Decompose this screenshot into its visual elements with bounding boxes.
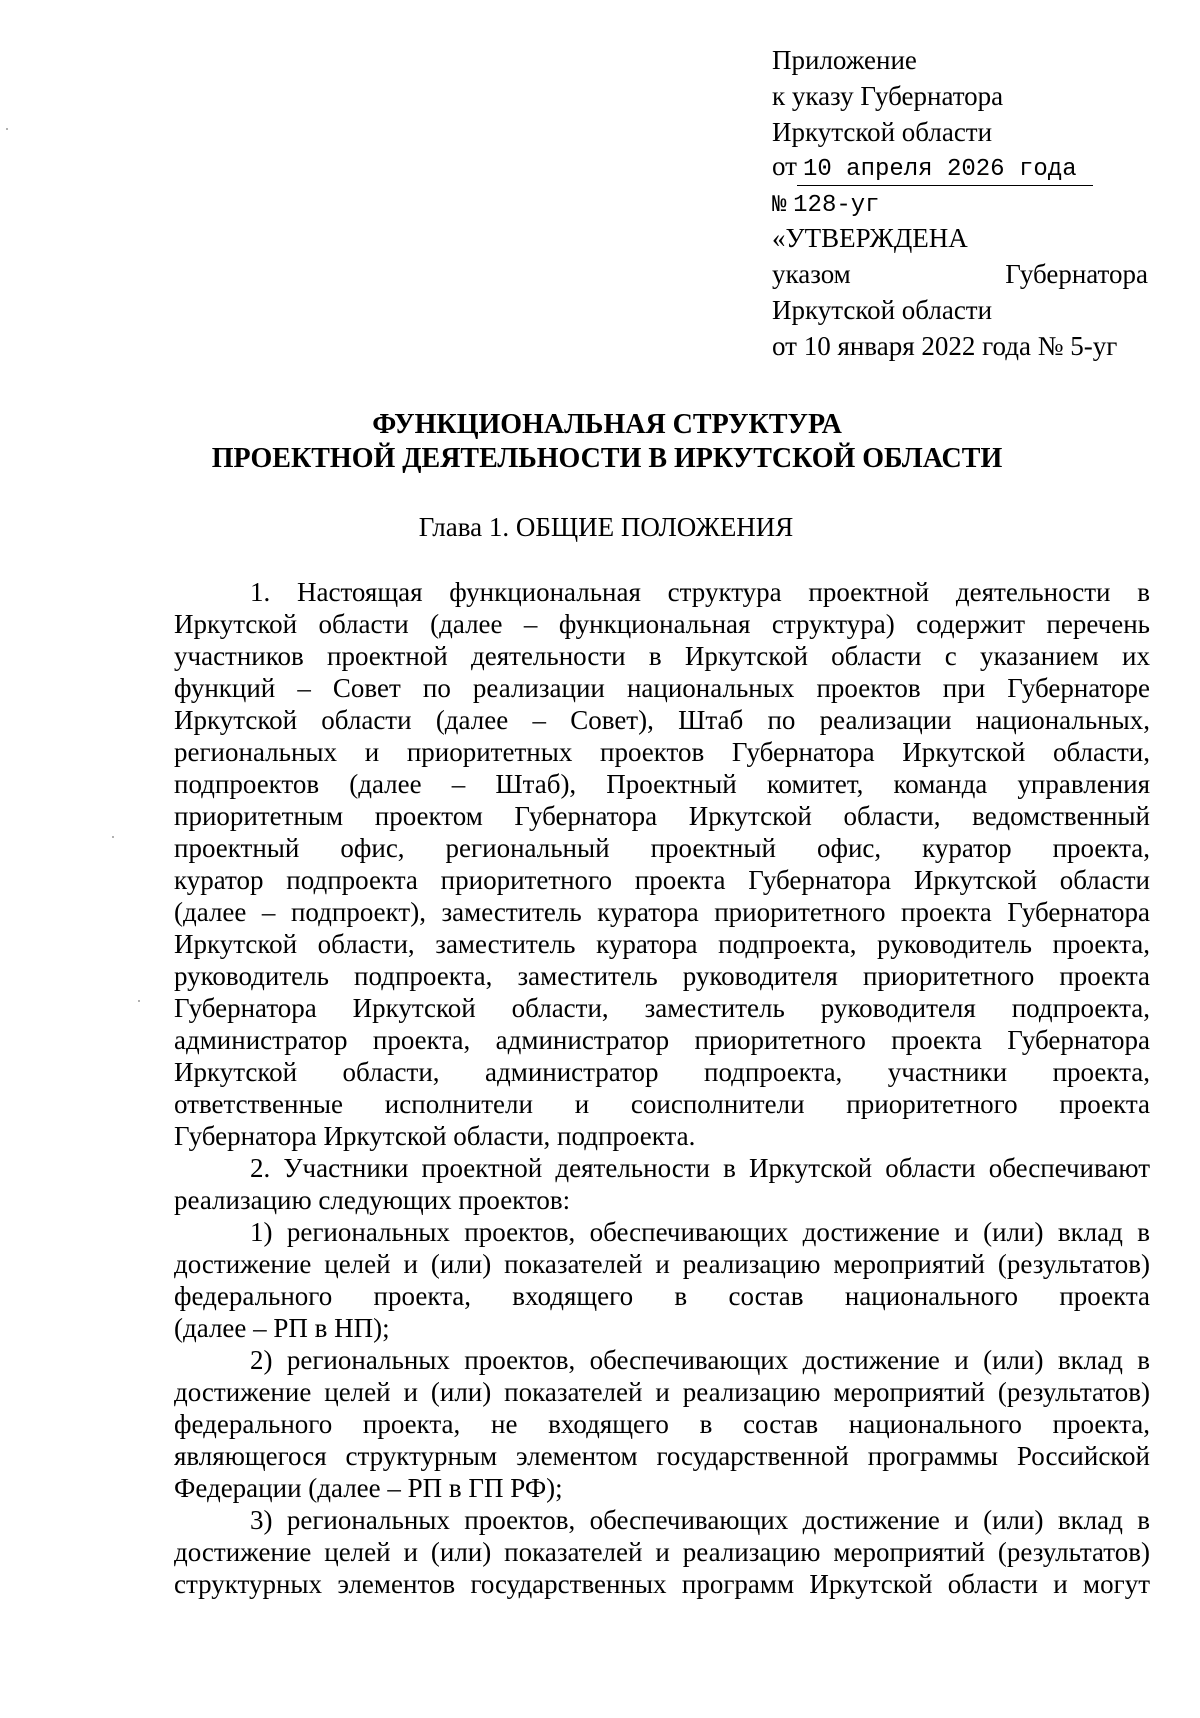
paragraph-3 (174, 1216, 1150, 1344)
approved-region: Иркутской области (772, 295, 993, 325)
approved-label: «УТВЕРЖДЕНА (772, 223, 968, 253)
text-line: функций – Совет по реализации национальных проектов при Губернаторе (174, 673, 1150, 703)
text-line: куратор подпроекта приоритетного проекта Губернатора Иркутской области (174, 865, 1150, 895)
decree-number-line (772, 186, 880, 222)
text-line: руководитель подпроекта, заместитель руководителя приоритетного проекта (174, 961, 1150, 991)
scan-speck (138, 1000, 140, 1002)
number-sign: № (772, 192, 787, 219)
document-title-line2: ПРОЕКТНОЙ ДЕЯТЕЛЬНОСТИ В ИРКУТСКОЙ ОБЛАСТИ (211, 443, 1003, 474)
governor-word: Губернатора (1005, 259, 1148, 289)
text-line: участников проектной деятельности в Иркутской области с указанием их (174, 641, 1150, 671)
text-line: Губернатора Иркутской области, заместитель руководителя подпроекта, (174, 993, 1150, 1023)
text-line: Губернатора Иркутской области, подпроекта. (174, 1121, 696, 1151)
paragraph-2 (174, 1152, 1150, 1216)
text-line: 2) региональных проектов, обеспечивающих достижение и (или) вклад в (250, 1345, 1150, 1375)
decree-date: 10 апреля 2026 года (797, 155, 1093, 186)
text-line: 2. Участники проектной деятельности в Иркутской области обеспечивают (250, 1153, 1150, 1183)
document-title-line1: ФУНКЦИОНАЛЬНАЯ СТРУКТУРА (372, 409, 842, 440)
chapter-heading: Глава 1. ОБЩИЕ ПОЛОЖЕНИЯ (418, 512, 794, 542)
paragraph-1 (174, 576, 1150, 1152)
text-line: федерального проекта, не входящего в состав национального проекта, (174, 1409, 1150, 1439)
document-body (174, 576, 1150, 1600)
decree-reference: к указу Губернатора (772, 81, 1004, 111)
text-line: реализацию следующих проектов: (174, 1185, 571, 1215)
original-decree-date: от 10 января 2022 года № 5-уг (772, 331, 1118, 361)
text-line: подпроектов (далее – Штаб), Проектный комитет, команда управления (174, 769, 1150, 799)
paragraph-4 (174, 1344, 1150, 1504)
text-line: являющегося структурным элементом государственной программы Российской (174, 1441, 1150, 1471)
text-line: ответственные исполнители и соисполнители приоритетного проекта (174, 1089, 1150, 1119)
region-name: Иркутской области (772, 117, 993, 147)
text-line: региональных и приоритетных проектов Губернатора Иркутской области, (174, 737, 1150, 767)
appendix-label: Приложение (772, 45, 917, 75)
text-line: Иркутской области (далее – функциональная структура) содержит перечень (174, 609, 1150, 639)
decree-date-line (772, 150, 1093, 186)
text-line: Иркутской области, администратор подпроекта, участники проекта, (174, 1057, 1150, 1087)
text-line: 1. Настоящая функциональная структура проектной деятельности в (250, 577, 1150, 607)
text-line: структурных элементов государственных программ Иркутской области и могут (174, 1569, 1150, 1599)
text-line: Федерации (далее – РП в ГП РФ); (174, 1473, 563, 1503)
text-line: 3) региональных проектов, обеспечивающих достижение и (или) вклад в (250, 1505, 1150, 1535)
text-line: (далее – подпроект), заместитель куратора приоритетного проекта Губернатора (174, 897, 1150, 927)
text-line: 1) региональных проектов, обеспечивающих достижение и (или) вклад в (250, 1217, 1150, 1247)
by-decree-word: указом (772, 259, 851, 289)
scan-speck (112, 836, 114, 838)
decree-number: 128-уг (793, 192, 880, 219)
text-line: достижение целей и (или) показателей и реализацию мероприятий (результатов) (174, 1537, 1150, 1567)
text-line: достижение целей и (или) показателей и реализацию мероприятий (результатов) (174, 1377, 1150, 1407)
text-line: достижение целей и (или) показателей и реализацию мероприятий (результатов) (174, 1249, 1150, 1279)
approved-by-line (772, 258, 1148, 290)
scan-speck (6, 128, 8, 130)
date-prefix: от (772, 151, 797, 181)
text-line: проектный офис, региональный проектный офис, куратор проекта, (174, 833, 1150, 863)
text-line: Иркутской области (далее – Совет), Штаб по реализации национальных, (174, 705, 1150, 735)
paragraph-5 (174, 1504, 1150, 1600)
text-line: (далее – РП в НП); (174, 1313, 390, 1343)
text-line: администратор проекта, администратор приоритетного проекта Губернатора (174, 1025, 1150, 1055)
text-line: Иркутской области, заместитель куратора подпроекта, руководитель проекта, (174, 929, 1150, 959)
text-line: федерального проекта, входящего в состав национального проекта (174, 1281, 1150, 1311)
text-line: приоритетным проектом Губернатора Иркутской области, ведомственный (174, 801, 1150, 831)
